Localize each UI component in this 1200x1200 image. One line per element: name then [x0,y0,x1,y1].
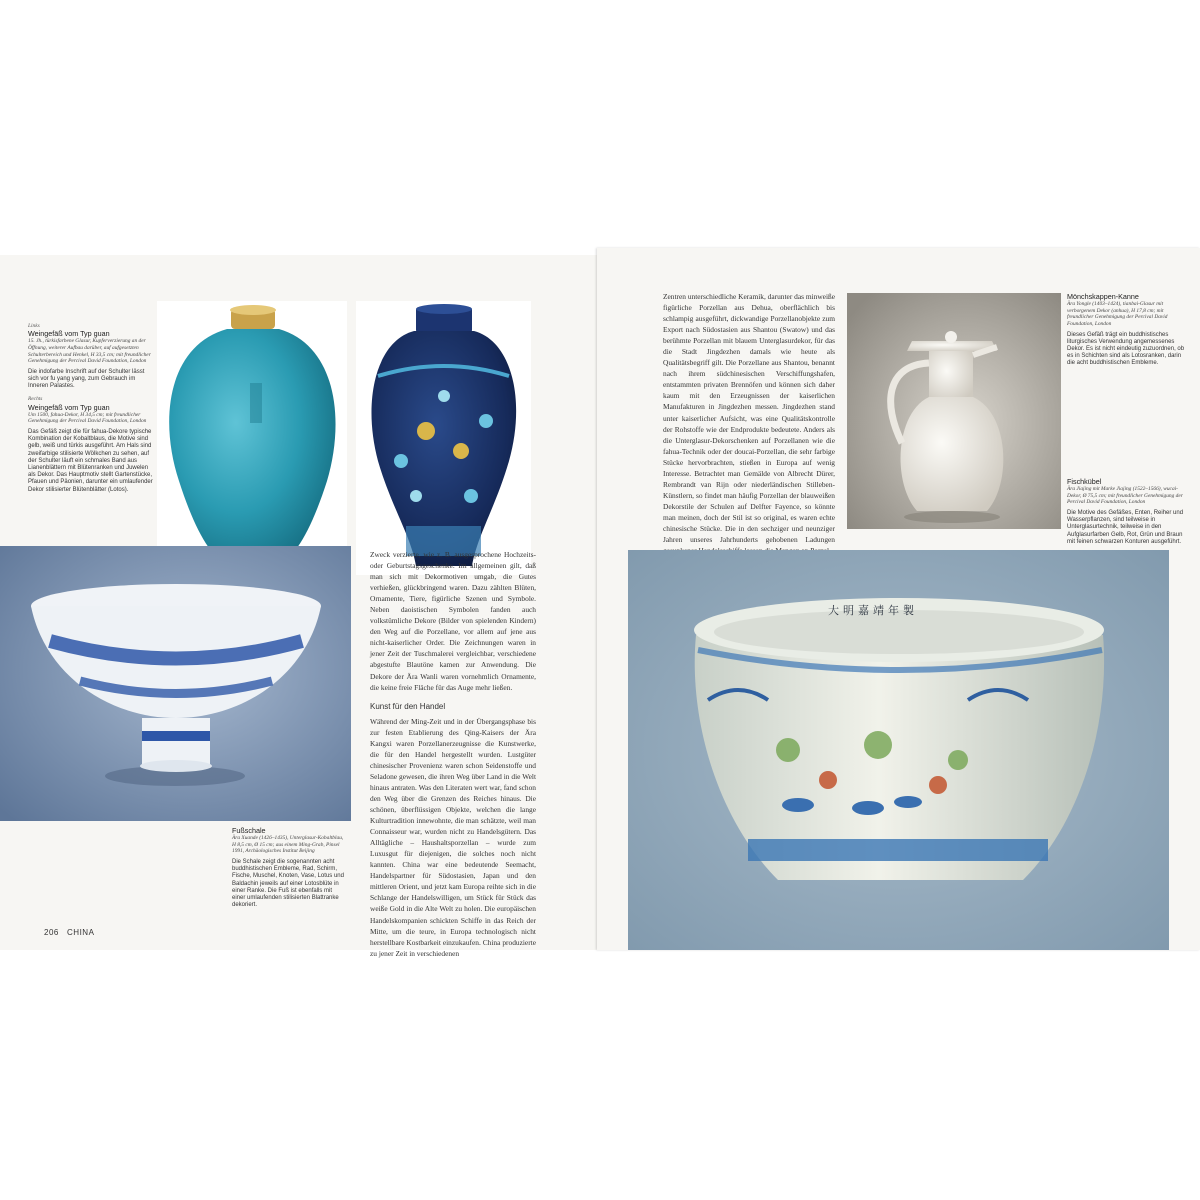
bowl-caption-note: Die Schale zeigt die sogenannten acht buddhistischen Embleme, Rad, Schirm, Fische, Muschel, Knoten, Vase, Lotus und Baldachin jeweils auf einer Lotosblüte in einer Ranke. Die Fuß ist ebenfalls mit einer umlaufenden stilisierten Blattranke dekoriert. [232,858,344,909]
left-body-paragraph-2: Während der Ming-Zeit und in der Übergangsphase bis zur festen Etablierung des Qing-Kaisers der Ära Kangxi waren Porzellanerzeugnisse die Kunstwerke, die für den Handel hergestellt wurden. Lustgüter chinesischer Provenienz waren schon Seidenstoffe und Seladone gewesen, die ihren Weg über Land in die Welt hinaus antraten. Was den Literaten wert war, fand schon den Weg über die Grenzen des Reiches hinaus. Die schönen, überflüssigen Objekte, welchen die lange Kulturtradition innewohnte, die man schätzte, weil man Connaisseur war, wurden nicht zu Handelsgütern. Das Alltägliche – Haushaltsporzellan – wurde zum Luxusgut für diejenigen, die solches noch nicht kannten. China war eine bedeutende Seemacht, Handelspartner für Südostasien, Japan und den mittleren Orient, und jetzt kam Europa reihte sich in die Schlange der Handelswilligen, um Stück für Stück das weiße Gold in die Alte Welt zu holen. Die europäischen Handelskompanien schickten Schiffe in das Reich der Mitte, um die teure, in Europa technologisch nicht herstellbare Kostbarkeit einzukaufen. China produzierte zu jener Zeit in verschiedenen [370,716,536,958]
page-number: 206 [44,928,59,937]
vase-caption-note: Das Gefäß zeigt die für fahua-Dekore typische Kombination der Kobaltblaus, die Motive sind gelb, weiß und türkis ausgeführt. Am Hals sind zweifarbige stilisierte Wölkchen zu sehen, auf der Schulter läuft ein schmales Band aus Lianenblättern mit Blütenranken und Juwelen als Dekor. Das Hauptmotiv stellt Gartenstücke, Pfauen und Päonien, darunter ein umlaufender Dekor stilisierter Blütenblätter (Lotos). [28,428,153,493]
vase-caption-meta: Um 1500, fahua-Dekor, H 34,5 cm; mit freundlicher Genehmigung der Percival David Foundation, London [28,411,147,425]
basin-caption-meta: Ära Jiajing mit Marke Jiajing (1522–1566), wucai-Dekor, Ø 75,5 cm; mit freundlicher Genehmigung der Percival David Foundation, London [1067,486,1183,506]
vase-caption-label: Rechts [28,396,43,403]
left-body-column [370,549,536,959]
jar-caption-meta: 15. Jh., türkisfarbene Glasur, Kupferverzierung an der Öffnung, weiterer Aufbau darüber, auf aufgesetzten Schulterbereich und Henkel, H 33,5 cm; mit freundlicher Genehmigung der Percival David Foundation, London [28,338,151,365]
section-heading: Kunst für den Handel [370,701,446,711]
jar-caption [28,323,153,498]
ewer-caption-meta: Ära Yongle (1403–1424), tianbai-Glasur mit verborgenem Dekor (anhua), H 17,8 cm; mit freundlicher Genehmigung der Percival David Foundation, London [1067,301,1168,327]
right-page [597,248,1200,950]
ewer-caption [1067,293,1185,372]
jar-caption-note: Die indofarbe Inschrift auf der Schulter lässt sich vor fu yang yang, zum Gebrauch im Inneren Palastes. [28,368,145,390]
basin-caption [1067,478,1185,550]
reign-mark: 大明嘉靖年製 [828,604,918,617]
left-body-paragraph-1: Zweck verzierte, wie z. B. ausgesprochene Hochzeits- oder Geburtstagsgeschenke. Im allgemeinen gilt, daß man sich mit Dekormotiven umgab, die Gutes verhießen, glückbringend waren. Dazu zählten Blüten, Ornamente, Tiere, figürliche Szenen und Symbole. Neben daoistischen Symbolen fanden auch volkstümliche Dekore (Bilder von spielenden Kindern) den Weg auf die Porzellane, vor allem auf jene aus nicht-kaiserlicher Order. Die Zeichnungen waren in jener Zeit der Tuschmalerei vergleichbar, verschiedene abgestufte Blautöne kamen zur Anwendung. Die Dekore der Ära Wanli waren vornehmlich Ornamente, die keine freie Fläche für das Auge mehr ließen. [370,550,536,692]
fish-basin-photo [628,550,1169,950]
folio [44,928,94,937]
basin-caption-title: Fischkübel [1067,477,1102,486]
turquoise-jar-photo [157,301,347,575]
ewer-caption-title: Mönchskappen-Kanne [1067,292,1139,301]
jar-caption-title: Weingefäß vom Typ guan [28,329,110,339]
white-ewer-photo [847,293,1061,529]
bowl-caption-title: Fußschale [232,826,266,835]
right-body-column [663,291,835,545]
bowl-caption-meta: Ära Xuande (1426–1435), Unterglasur-Kobaltblau, H 8,5 cm, Ø 15 cm; aus einem Ming-Grab, Pinsel 1991, Archäologisches Institut Beijing [232,835,344,855]
vase-caption-title: Weingefäß vom Typ guan [28,402,110,412]
bowl-caption [232,827,344,913]
left-page [0,255,597,958]
ewer-caption-note: Dieses Gefäß trägt ein buddhistisches liturgisches Verwendung angemessenes Dekor. Es ist nicht eindeutig zuzuordnen, ob es in Schichten sind als Lotosranken, darin die acht buddhistischen Embleme. [1067,331,1185,367]
stem-bowl-photo [0,546,351,821]
jar-caption-label: Links [28,323,40,329]
fahua-vase-photo [356,301,531,575]
running-head: CHINA [67,928,95,937]
right-body-paragraph: Zentren unterschiedliche Keramik, darunter das minweiße figürliche Porzellan aus Dehua, oberflächlich bis schlampig ausgeführt, dickwandige Porzellanobjekte zum Export nach Südostasien aus Shantou (Swatow) und das berühmte Porzellan mit blauem Unterglasurdekor, für das die Stadt Jingdezhen damals wie heute als Qualitätsbegriff gilt. Die Porzellane aus Shantou, benannt nach ihrem südchinesischen Verschiffungshafen, entstammten privaten Brennöfen und können sich daher kaum mit den Erzeugnissen der kaiserlichen Manufakturen in Jingdezhen messen. Jingdezhen stand unter kaiserlicher Aufsicht, was eine Qualitätskontrolle der Rohstoffe wie der Endprodukte bedeutete. Anders als die Unterglasur-Dekorschenken auf Porzellanen wie die fahua-Technik oder der doucai-Porzellan, die sehr farbige Stücke hervorbrachten, stießen in Europa auf wenig Interesse. Betrachtet man Gemälde von Albrecht Dürer, Rembrandt van Rijn oder niederländischen Stilleben-Künstlern, so findet man häufig Porzellan der blauweißen Dekorstile der Schulen auf Delfter Fayence, so könnte man meinen, doch der Stil ist so original, es waren echte chinesische Stücke. Die in den sechziger und neunziger Jahren unseres Jahrhunderts gehobenen Ladungen [663,292,835,545]
basin-caption-note: Die Motive des Gefäßes, Enten, Reiher und Wasserpflanzen, sind teilweise in Unterglasurtechnik, teilweise in den Aufglasurfarben Gelb, Rot, Grün und Braun mit feinen schwarzen Konturen ausgeführt. [1067,509,1184,545]
